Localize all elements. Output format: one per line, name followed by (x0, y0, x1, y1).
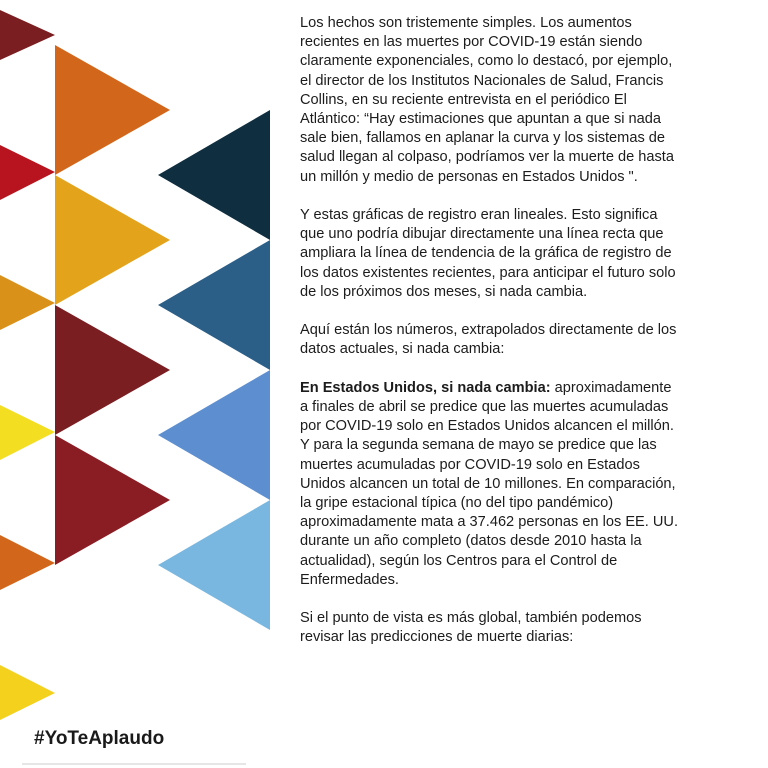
paragraph-3: Aquí están los números, extrapolados directamente de los datos actuales, si nada cambia: (300, 322, 677, 358)
paragraph-5: Si el punto de vista es más global, también podemos revisar las predicciones de muerte diarias: (300, 610, 642, 646)
triangle-crimson (0, 145, 55, 200)
paragraph-2: Y estas gráficas de registro eran lineales. Esto significa que uno podría dibujar directamente una línea recta que ampliara la línea de tendencia de la gráfica de registro de los datos existentes recientes, para anticipar el futuro solo de los próximos dos meses, si nada cambia. (300, 207, 676, 300)
triangle-steel-blue (158, 240, 270, 370)
triangle-sky-blue (158, 500, 270, 630)
paragraph-4-body: aproximadamente a finales de abril se predice que las muertes acumuladas por COVID-19 solo en Estados Unidos alcancen el millón. Y para la segunda semana de mayo se predice que las muertes acumuladas por COVID-19 solo en Estados Unidos alcancen un total de 10 millones. En comparación, la gripe estacional típica (no del tipo pandémico) aproximadamente mata a 37.462 personas en los EE. UU. durante un año completo (datos desde 2010 hasta la actualidad), según los Centros para el Control de Enfermedades. (300, 379, 679, 588)
paragraph-4 (300, 379, 680, 590)
triangle-pattern (0, 0, 290, 768)
paragraph-4-lead: En Estados Unidos, si nada cambia: (300, 379, 551, 396)
triangle-dark-red (0, 10, 55, 60)
triangle-dark-red (55, 305, 170, 435)
paragraph-1: Los hechos son tristemente simples. Los aumentos recientes en las muertes por COVID-19 están siendo claramente exponenciales, como lo destacó, por ejemplo, el director de los Institutos Nacionales de Salud, Francis Collins, en su reciente entrevista en el periódico El Atlántico: “Hay estimaciones que apuntan a que si nada sale bien, fallamos en aplanar la curva y los sistemas de salud llegan al colpaso, podríamos ver la muerte de hasta un millón y medio de personas en Estados Unidos ". (300, 15, 674, 185)
triangle-yellow-bottom (0, 665, 55, 720)
article-body (300, 14, 680, 667)
triangle-navy (158, 110, 270, 240)
hashtag: #YoTeAplaudo (34, 728, 165, 749)
divider (22, 763, 246, 765)
triangle-mustard (0, 275, 55, 330)
triangle-orange (55, 45, 170, 175)
triangle-yellow (0, 405, 55, 460)
triangle-orange (0, 535, 55, 590)
triangle-dark-red (55, 435, 170, 565)
triangle-mustard (55, 175, 170, 305)
triangle-mid-blue (158, 370, 270, 500)
